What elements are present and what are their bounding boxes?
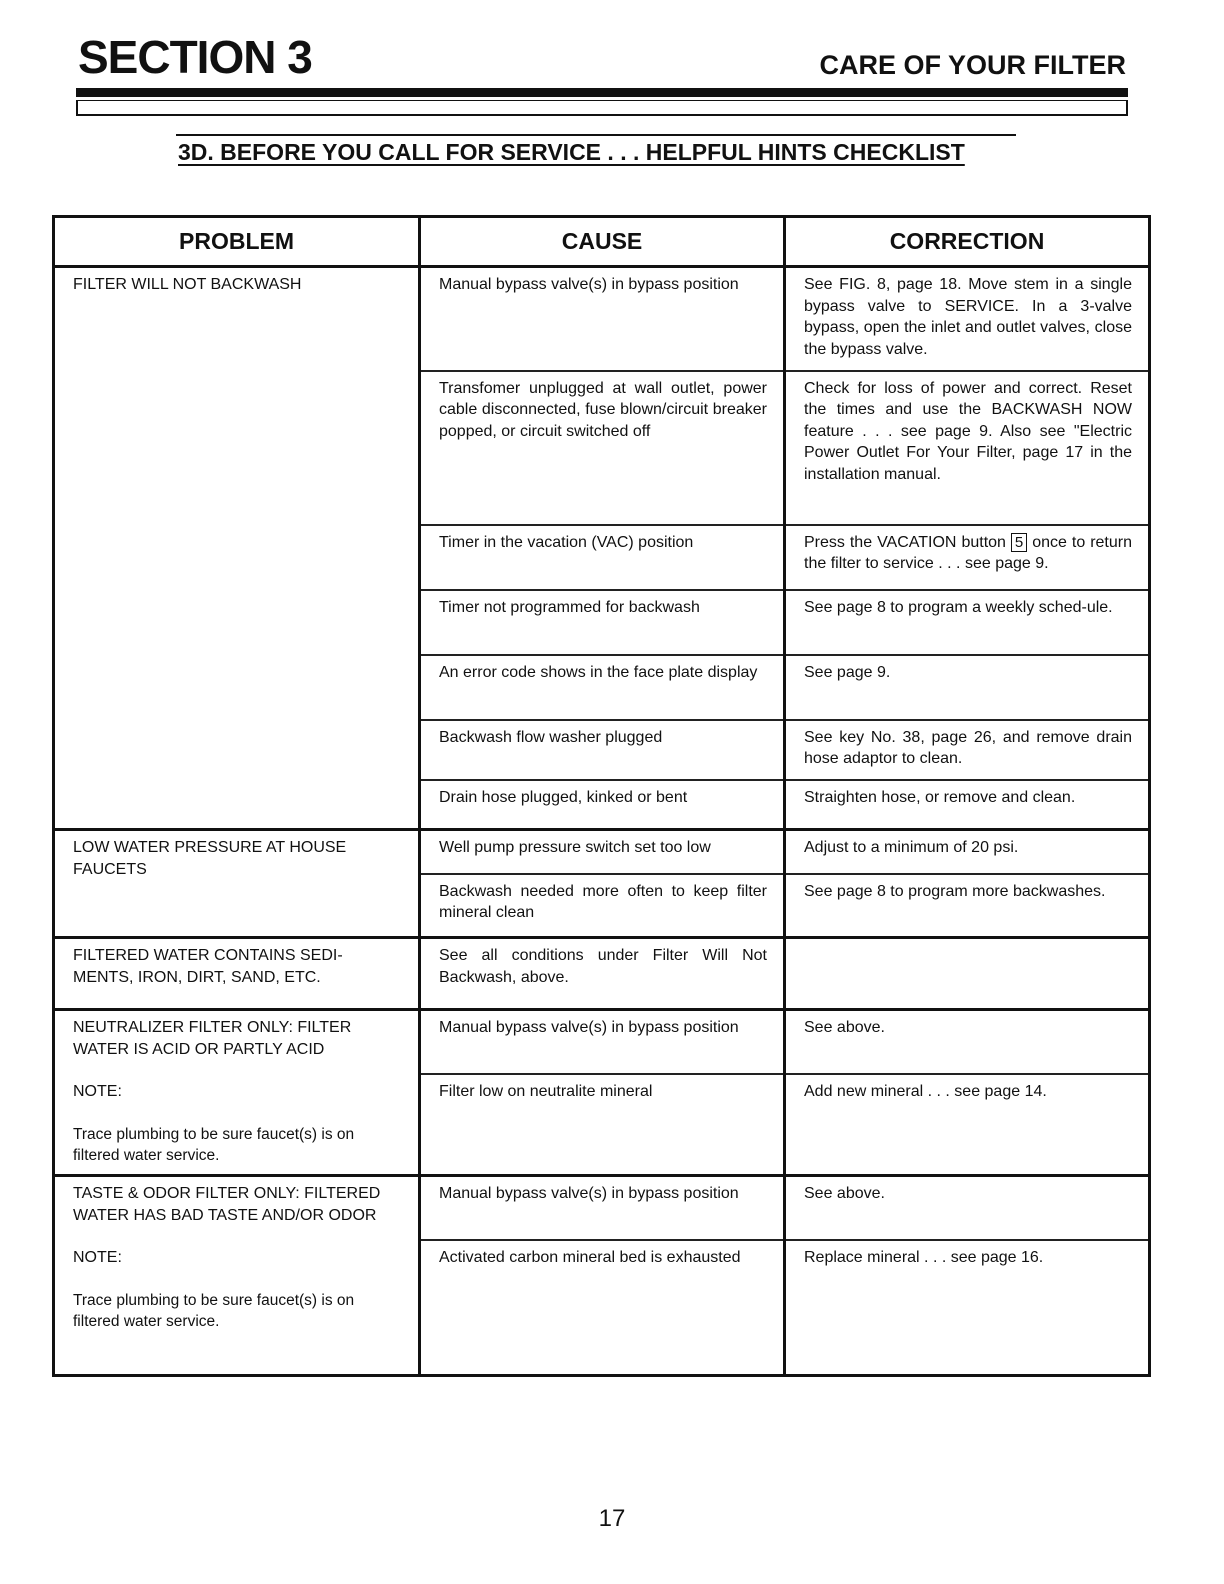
correction-cell: See FIG. 8, page 18. Move stem in a single bypass valve to SERVICE. In a 3-valve bypass, open the inlet and outlet valves, close the bypass valve.	[785, 267, 1150, 371]
column-header-problem: PROBLEM	[54, 217, 420, 267]
correction-cell: Adjust to a minimum of 20 psi.	[785, 830, 1150, 874]
chapter-title: CARE OF YOUR FILTER	[819, 50, 1126, 80]
correction-cell: Straighten hose, or remove and clean.	[785, 780, 1150, 830]
cause-cell: Drain hose plugged, kinked or bent	[420, 780, 785, 830]
helpful-hints-table	[52, 215, 1151, 1377]
cause-cell: Filter low on neutralite mineral	[420, 1074, 785, 1176]
section-title: SECTION 3	[78, 31, 312, 83]
note-label: NOTE:	[73, 1249, 122, 1266]
correction-cell: Replace mineral . . . see page 16.	[785, 1240, 1150, 1376]
cause-cell: Well pump pressure switch set too low	[420, 830, 785, 874]
correction-cell: See above.	[785, 1176, 1150, 1240]
page-number: 17	[598, 1505, 626, 1532]
subheading-rule	[176, 134, 1016, 136]
cause-cell: Manual bypass valve(s) in bypass position	[420, 1010, 785, 1074]
note-label: NOTE:	[73, 1083, 122, 1100]
cause-cell: See all conditions under Filter Will Not Backwash, above.	[420, 938, 785, 1010]
problem-cell	[54, 1176, 420, 1376]
correction-cell: See page 8 to program more backwashes.	[785, 874, 1150, 938]
cause-cell: Backwash needed more often to keep filter mineral clean	[420, 874, 785, 938]
table-row	[54, 1010, 1150, 1074]
cause-cell: Timer in the vacation (VAC) position	[420, 525, 785, 590]
problem-cell	[54, 1010, 420, 1176]
correction-text: Press the VACATION button	[804, 533, 1011, 551]
problem-text: NEUTRALIZER FILTER ONLY: FILTER WATER IS ACID OR PARTLY ACID	[73, 1019, 352, 1058]
problem-cell: FILTER WILL NOT BACKWASH	[54, 267, 420, 830]
cause-cell: Manual bypass valve(s) in bypass position	[420, 267, 785, 371]
cause-cell: Backwash flow washer plugged	[420, 720, 785, 780]
table-row	[54, 1176, 1150, 1240]
correction-cell: Check for loss of power and correct. Reset the times and use the BACKWASH NOW feature . . . see page 9. Also see "Electric Power Outlet For Your Filter, page 17 in the installation manual.	[785, 371, 1150, 525]
header-rule-thick	[76, 88, 1128, 97]
table-row	[54, 267, 1150, 371]
correction-cell: Add new mineral . . . see page 14.	[785, 1074, 1150, 1176]
table-header-row	[54, 217, 1150, 267]
cause-cell: Activated carbon mineral bed is exhausted	[420, 1240, 785, 1376]
header-rule-box	[76, 100, 1128, 116]
column-header-correction: CORRECTION	[785, 217, 1150, 267]
cause-cell: Manual bypass valve(s) in bypass position	[420, 1176, 785, 1240]
cause-cell: An error code shows in the face plate display	[420, 655, 785, 720]
correction-text: once to return the filter to service . . . see page 9.	[804, 533, 1133, 572]
correction-cell: See page 8 to program a weekly sched-ule.	[785, 590, 1150, 655]
note-text: Trace plumbing to be sure faucet(s) is on filtered water service.	[73, 1291, 355, 1330]
problem-cell: FILTERED WATER CONTAINS SEDI-MENTS, IRON, DIRT, SAND, ETC.	[54, 938, 420, 1010]
correction-cell	[785, 525, 1150, 590]
correction-cell: See page 9.	[785, 655, 1150, 720]
cause-cell: Timer not programmed for backwash	[420, 590, 785, 655]
problem-text: TASTE & ODOR FILTER ONLY: FILTERED WATER HAS BAD TASTE AND/OR ODOR	[73, 1185, 381, 1224]
column-header-cause: CAUSE	[420, 217, 785, 267]
cause-cell: Transfomer unplugged at wall outlet, power cable disconnected, fuse blown/circuit breaker popped, or circuit switched off	[420, 371, 785, 525]
table-row	[54, 830, 1150, 874]
correction-cell: See key No. 38, page 26, and remove drain hose adaptor to clean.	[785, 720, 1150, 780]
key-5-label: 5	[1011, 533, 1027, 552]
problem-cell: LOW WATER PRESSURE AT HOUSE FAUCETS	[54, 830, 420, 938]
correction-cell	[785, 938, 1150, 1010]
table-row	[54, 938, 1150, 1010]
subheading: 3D. BEFORE YOU CALL FOR SERVICE . . . HELPFUL HINTS CHECKLIST	[178, 139, 965, 165]
note-text: Trace plumbing to be sure faucet(s) is on filtered water service.	[73, 1125, 355, 1164]
correction-cell: See above.	[785, 1010, 1150, 1074]
